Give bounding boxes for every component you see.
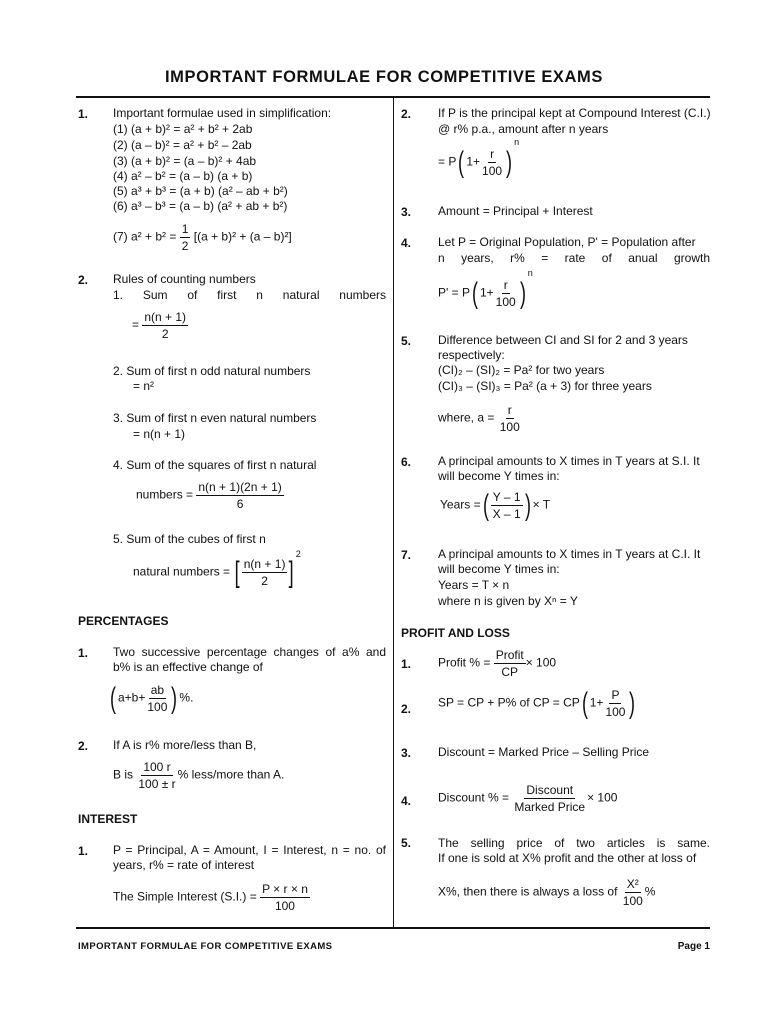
formula-text: [(a + b)² + (a – b)²] xyxy=(193,229,292,244)
interest-rule-1-text: P = Principal, A = Amount, I = Interest, n = no. of xyxy=(113,843,386,857)
formula-line: (1) (a + b)² = a² + b² + 2ab xyxy=(113,122,253,136)
formula-text: × T xyxy=(532,497,551,512)
fraction xyxy=(242,557,288,588)
fraction xyxy=(498,403,522,434)
item-number: 3. xyxy=(401,205,412,219)
percentage-rule-1-text: b% is an effective change of xyxy=(113,660,263,674)
fraction-numerator: 1 xyxy=(181,222,189,236)
fraction-numerator: n(n + 1) xyxy=(144,310,187,324)
right-paren: ) xyxy=(171,681,178,715)
simple-interest-times-formula xyxy=(440,490,550,521)
left-paren: ( xyxy=(458,145,465,179)
right-paren: ) xyxy=(506,145,513,179)
item-number: 1. xyxy=(78,844,89,858)
selling-price-rule-formula xyxy=(438,877,655,908)
fraction-denominator: CP xyxy=(501,665,519,679)
rule-2-text: 2. Sum of first n odd natural numbers xyxy=(113,364,311,378)
fraction-denominator: 2 xyxy=(261,574,268,588)
fraction-denominator: Marked Price xyxy=(514,800,586,814)
rule-5-text: 5. Sum of the cubes of first n xyxy=(113,532,266,546)
left-paren: ( xyxy=(471,276,478,310)
item-number: 1. xyxy=(78,107,89,121)
item-number: 4. xyxy=(401,794,412,808)
selling-price-rule-text: The selling price of two articles is same. xyxy=(438,836,710,850)
item-number: 5. xyxy=(401,836,412,850)
simple-interest-times-text: A principal amounts to X times in T years at S.I. It xyxy=(438,454,700,468)
simplification-intro: Important formulae used in simplification: xyxy=(113,106,332,120)
formula-text: The Simple Interest (S.I.) = xyxy=(113,889,257,904)
percentage-rule-1-formula xyxy=(108,683,193,714)
formula-text: P' = P xyxy=(438,285,470,300)
fraction-numerator: r xyxy=(490,147,495,161)
fraction xyxy=(491,490,523,521)
formula-text: % xyxy=(644,884,656,899)
item-number: 3. xyxy=(401,746,412,760)
fraction-numerator: Y – 1 xyxy=(492,490,521,504)
page-number: Page 1 xyxy=(677,941,710,952)
compound-interest-times-text: A principal amounts to X times in T years at C.I. It xyxy=(438,547,701,561)
equals-sign: = xyxy=(132,317,140,332)
fraction xyxy=(480,147,504,178)
fraction xyxy=(142,310,188,341)
item-number: 2. xyxy=(78,739,89,753)
simple-interest-times-text: will become Y times in: xyxy=(438,469,560,483)
right-paren: ) xyxy=(629,686,636,720)
item-number: 7. xyxy=(401,548,412,562)
discount-formula: Discount = Marked Price – Selling Price xyxy=(438,745,650,759)
selling-price-formula xyxy=(438,688,637,719)
formula-text: × 100 xyxy=(587,790,618,805)
fraction-numerator: ab xyxy=(150,683,165,697)
fraction-numerator: n(n + 1)(2n + 1) xyxy=(198,480,282,494)
interest-rule-1-text: years, r% = rate of interest xyxy=(113,858,255,872)
formula-line: (6) a³ – b³ = (a – b) (a² + ab + b²) xyxy=(113,199,288,213)
formula-line-7 xyxy=(113,222,292,253)
ci-si-text: (CI)₃ – (SI)₃ = Pa² (a + 3) for three years xyxy=(438,379,652,393)
fraction-denominator: 2 xyxy=(161,327,169,341)
left-paren: ( xyxy=(110,681,116,715)
bottom-rule xyxy=(76,927,710,929)
page-title: IMPORTANT FORMULAE FOR COMPETITIVE EXAMS xyxy=(164,68,604,86)
formula-text: B is xyxy=(113,767,134,782)
fraction-numerator: Discount xyxy=(526,783,574,797)
counting-intro: Rules of counting numbers xyxy=(113,272,256,286)
discount-percent-formula xyxy=(438,783,617,814)
fraction-numerator: r xyxy=(507,403,512,417)
compound-interest-times-text: will become Y times in: xyxy=(438,562,560,576)
fraction-denominator: 6 xyxy=(236,497,244,511)
formula-text: Profit % = xyxy=(438,655,491,670)
item-number: 2. xyxy=(401,107,412,121)
item-number: 4. xyxy=(401,236,412,250)
fraction-numerator: P xyxy=(611,688,620,702)
exponent: n xyxy=(514,136,520,147)
formula-text: where, a = xyxy=(438,410,495,425)
fraction-denominator: 100 xyxy=(274,899,295,913)
rule-1-formula xyxy=(132,310,188,341)
column-divider xyxy=(393,97,394,927)
percentage-rule-1-text: Two successive percentage changes of a% and xyxy=(113,645,386,659)
fraction-numerator: r xyxy=(503,278,508,292)
left-paren: ( xyxy=(482,488,489,522)
formula-text: X%, then there is always a loss of xyxy=(438,884,618,899)
right-bracket: ] xyxy=(289,555,295,589)
right-paren: ) xyxy=(519,276,526,310)
fraction xyxy=(260,882,310,913)
selling-price-rule-text: If one is sold at X% profit and the other at loss of xyxy=(438,851,697,865)
section-heading-profit-and-loss: PROFIT AND LOSS xyxy=(401,626,510,640)
rule-3-text: 3. Sum of first n even natural numbers xyxy=(113,411,317,425)
fraction-denominator: 100 ± r xyxy=(138,777,176,791)
fraction-denominator: 100 xyxy=(482,164,503,178)
item-number: 1. xyxy=(401,657,412,671)
population-formula xyxy=(438,267,533,310)
section-heading-interest: INTEREST xyxy=(78,812,138,826)
fraction-numerator: P × r × n xyxy=(262,882,308,896)
formula-text: = P xyxy=(438,154,457,169)
rule-3-result: = n(n + 1) xyxy=(133,427,186,441)
formula-line: (2) (a – b)² = a² + b² – 2ab xyxy=(113,138,252,152)
exponent: 2 xyxy=(295,548,301,559)
formula-text: 1+ xyxy=(589,695,604,710)
ci-si-text: Difference between CI and SI for 2 and 3 years xyxy=(438,333,688,347)
formula-text: a+b+ xyxy=(118,690,146,705)
exponent: n xyxy=(527,267,533,278)
profit-percent-formula xyxy=(438,648,556,679)
formula-text: 1+ xyxy=(466,154,481,169)
simple-interest-formula xyxy=(113,882,310,913)
fraction-denominator: X – 1 xyxy=(492,507,521,521)
fraction xyxy=(136,760,177,791)
rule-5-formula xyxy=(133,548,301,589)
fraction xyxy=(145,683,169,714)
rule-2-result: = n² xyxy=(133,379,155,393)
fraction xyxy=(512,783,587,814)
fraction-numerator: Profit xyxy=(495,648,524,662)
left-bracket: [ xyxy=(235,555,241,589)
compound-interest-formula xyxy=(438,136,520,179)
formula-text: 1+ xyxy=(479,285,494,300)
fraction xyxy=(494,278,518,309)
formula-text: numbers = xyxy=(136,487,194,502)
item-number: 2. xyxy=(78,273,89,287)
ci-si-formula xyxy=(438,403,522,434)
rule-1-text: 1. Sum of first n natural numbers xyxy=(113,288,386,302)
formula-text: %. xyxy=(179,690,194,705)
compound-interest-times-text: Years = T × n xyxy=(438,578,510,592)
rule-4-formula xyxy=(136,480,284,511)
fraction-numerator: X² xyxy=(626,877,639,891)
ci-si-text: respectively: xyxy=(438,348,505,362)
item-number: 5. xyxy=(401,334,412,348)
fraction xyxy=(603,688,627,719)
compound-interest-text: If P is the principal kept at Compound Interest (C.I.) xyxy=(438,106,711,120)
fraction-denominator: 100 xyxy=(622,894,643,908)
compound-interest-text: @ r% p.a., amount after n years xyxy=(438,122,609,136)
fraction-denominator: 100 xyxy=(147,700,168,714)
right-paren: ) xyxy=(524,488,531,522)
fraction xyxy=(196,480,283,511)
footer-title: IMPORTANT FORMULAE FOR COMPETITIVE EXAMS xyxy=(78,941,333,952)
formula-text: Discount % = xyxy=(438,790,510,805)
fraction-numerator: n(n + 1) xyxy=(243,557,286,571)
population-text: Let P = Original Population, P' = Population after xyxy=(438,235,696,249)
amount-formula: Amount = Principal + Interest xyxy=(438,204,593,218)
rule-4-text: 4. Sum of the squares of first n natural xyxy=(113,458,317,472)
item-number: 2. xyxy=(401,702,412,716)
formula-text: × 100 xyxy=(525,655,557,670)
formula-line: (3) (a + b)² = (a – b)² + 4ab xyxy=(113,154,257,168)
fraction-numerator: 100 r xyxy=(143,760,171,774)
formula-text: (7) a² + b² = xyxy=(113,229,177,244)
compound-interest-times-text: where n is given by Xⁿ = Y xyxy=(438,594,578,608)
formula-text: natural numbers = xyxy=(133,564,231,579)
left-paren: ( xyxy=(581,686,588,720)
population-text: n years, r% = rate of anual growth xyxy=(438,251,710,265)
formula-text: % less/more than A. xyxy=(177,767,285,782)
fraction-denominator: 100 xyxy=(499,420,520,434)
fraction-denominator: 100 xyxy=(495,295,516,309)
item-number: 6. xyxy=(401,455,412,469)
section-heading-percentages: PERCENTAGES xyxy=(78,614,169,628)
formula-line: (4) a² – b² = (a – b) (a + b) xyxy=(113,169,253,183)
formula-text: Years = xyxy=(440,497,481,512)
fraction xyxy=(180,222,191,253)
fraction-denominator: 100 xyxy=(605,705,626,719)
formula-text: SP = CP + P% of CP = CP xyxy=(438,695,580,710)
fraction xyxy=(494,648,526,679)
formula-line: (5) a³ + b³ = (a + b) (a² – ab + b²) xyxy=(113,184,288,198)
fraction-denominator: 2 xyxy=(181,239,189,253)
item-number: 1. xyxy=(78,646,89,660)
fraction xyxy=(621,877,645,908)
percentage-rule-2-formula xyxy=(113,760,284,791)
ci-si-text: (CI)₂ – (SI)₂ = Pa² for two years xyxy=(438,363,605,377)
percentage-rule-2-text: If A is r% more/less than B, xyxy=(113,738,257,752)
